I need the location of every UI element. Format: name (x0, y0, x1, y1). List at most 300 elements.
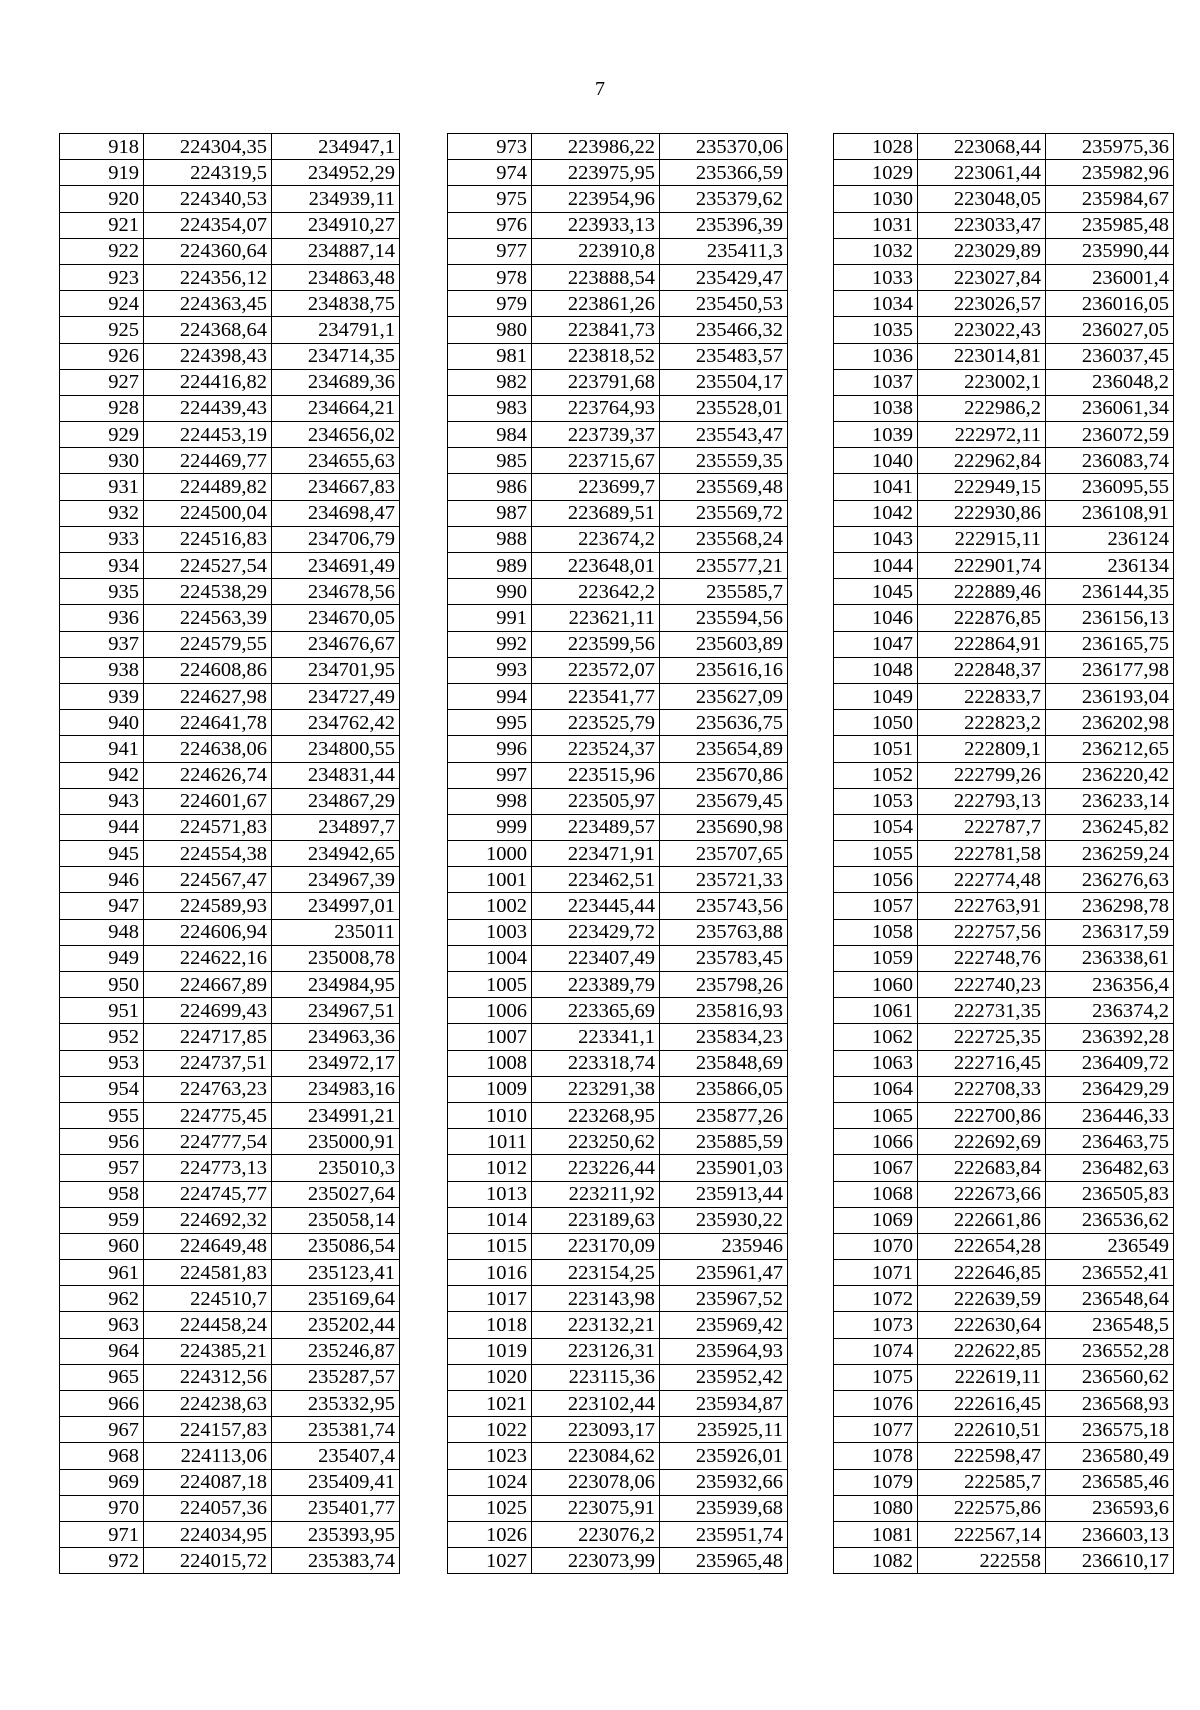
point-number-cell: 918 (60, 134, 144, 160)
point-number-cell: 969 (60, 1469, 144, 1495)
table-row (448, 1260, 788, 1286)
point-number-cell: 946 (60, 867, 144, 893)
table-row (60, 317, 400, 343)
x-coordinate-cell: 224579,55 (144, 631, 272, 657)
x-coordinate-cell: 223648,01 (532, 553, 660, 579)
table-row (448, 291, 788, 317)
y-coordinate-cell: 235393,95 (272, 1521, 400, 1547)
y-coordinate-cell: 234689,36 (272, 369, 400, 395)
y-coordinate-cell: 234706,79 (272, 526, 400, 552)
point-number-cell: 1037 (834, 369, 918, 395)
x-coordinate-cell: 223026,57 (918, 291, 1046, 317)
table-row (448, 1286, 788, 1312)
x-coordinate-cell: 224354,07 (144, 212, 272, 238)
point-number-cell: 934 (60, 553, 144, 579)
table-row (834, 579, 1174, 605)
x-coordinate-cell: 222639,59 (918, 1286, 1046, 1312)
x-coordinate-cell: 223764,93 (532, 395, 660, 421)
x-coordinate-cell: 223818,52 (532, 343, 660, 369)
x-coordinate-cell: 223075,91 (532, 1495, 660, 1521)
y-coordinate-cell: 234972,17 (272, 1050, 400, 1076)
point-number-cell: 1035 (834, 317, 918, 343)
y-coordinate-cell: 236061,34 (1046, 395, 1174, 421)
y-coordinate-cell: 234967,51 (272, 998, 400, 1024)
x-coordinate-cell: 223048,05 (918, 186, 1046, 212)
table-row (448, 1129, 788, 1155)
y-coordinate-cell: 235246,87 (272, 1338, 400, 1364)
point-number-cell: 1019 (448, 1338, 532, 1364)
x-coordinate-cell: 223429,72 (532, 919, 660, 945)
y-coordinate-cell: 235925,11 (660, 1417, 788, 1443)
y-coordinate-cell: 235616,16 (660, 657, 788, 683)
y-coordinate-cell: 234667,83 (272, 474, 400, 500)
table-row (834, 1076, 1174, 1102)
point-number-cell: 1006 (448, 998, 532, 1024)
table-row (60, 1181, 400, 1207)
y-coordinate-cell: 236552,28 (1046, 1338, 1174, 1364)
point-number-cell: 949 (60, 945, 144, 971)
x-coordinate-cell: 224649,48 (144, 1233, 272, 1259)
point-number-cell: 954 (60, 1076, 144, 1102)
y-coordinate-cell: 236259,24 (1046, 841, 1174, 867)
y-coordinate-cell: 235086,54 (272, 1233, 400, 1259)
point-number-cell: 1044 (834, 553, 918, 579)
x-coordinate-cell: 223791,68 (532, 369, 660, 395)
x-coordinate-cell: 224113,06 (144, 1443, 272, 1469)
point-number-cell: 1018 (448, 1312, 532, 1338)
page-number: 7 (595, 78, 605, 100)
table-row (448, 893, 788, 919)
point-number-cell: 971 (60, 1521, 144, 1547)
point-number-cell: 1015 (448, 1233, 532, 1259)
coordinate-table-2 (447, 133, 788, 1574)
table-row (60, 893, 400, 919)
table-row (834, 1260, 1174, 1286)
table-row (834, 1417, 1174, 1443)
point-number-cell: 955 (60, 1102, 144, 1128)
point-number-cell: 966 (60, 1391, 144, 1417)
x-coordinate-cell: 223022,43 (918, 317, 1046, 343)
x-coordinate-cell: 224057,36 (144, 1495, 272, 1521)
point-number-cell: 1056 (834, 867, 918, 893)
x-coordinate-cell: 222809,1 (918, 736, 1046, 762)
point-number-cell: 1067 (834, 1155, 918, 1181)
y-coordinate-cell: 234997,01 (272, 893, 400, 919)
table-row (60, 422, 400, 448)
y-coordinate-cell: 236095,55 (1046, 474, 1174, 500)
y-coordinate-cell: 235569,48 (660, 474, 788, 500)
point-number-cell: 1020 (448, 1364, 532, 1390)
table-row (60, 683, 400, 709)
y-coordinate-cell: 236124 (1046, 526, 1174, 552)
table-row (448, 134, 788, 160)
table-row (448, 1233, 788, 1259)
y-coordinate-cell: 235636,75 (660, 710, 788, 736)
y-coordinate-cell: 235885,59 (660, 1129, 788, 1155)
point-number-cell: 1030 (834, 186, 918, 212)
point-number-cell: 1063 (834, 1050, 918, 1076)
point-number-cell: 1042 (834, 500, 918, 526)
y-coordinate-cell: 234831,44 (272, 762, 400, 788)
point-number-cell: 923 (60, 264, 144, 290)
table-row (834, 1548, 1174, 1574)
x-coordinate-cell: 223365,69 (532, 998, 660, 1024)
y-coordinate-cell: 234727,49 (272, 683, 400, 709)
point-number-cell: 1069 (834, 1207, 918, 1233)
point-number-cell: 1082 (834, 1548, 918, 1574)
x-coordinate-cell: 224368,64 (144, 317, 272, 343)
table-row (448, 814, 788, 840)
y-coordinate-cell: 235798,26 (660, 972, 788, 998)
x-coordinate-cell: 222630,64 (918, 1312, 1046, 1338)
point-number-cell: 995 (448, 710, 532, 736)
point-number-cell: 1032 (834, 238, 918, 264)
x-coordinate-cell: 224034,95 (144, 1521, 272, 1547)
x-coordinate-cell: 223033,47 (918, 212, 1046, 238)
point-number-cell: 970 (60, 1495, 144, 1521)
point-number-cell: 986 (448, 474, 532, 500)
point-number-cell: 930 (60, 448, 144, 474)
x-coordinate-cell: 224015,72 (144, 1548, 272, 1574)
table-row (60, 841, 400, 867)
y-coordinate-cell: 235969,42 (660, 1312, 788, 1338)
y-coordinate-cell: 235504,17 (660, 369, 788, 395)
point-number-cell: 1027 (448, 1548, 532, 1574)
y-coordinate-cell: 236603,13 (1046, 1521, 1174, 1547)
point-number-cell: 1028 (834, 134, 918, 160)
table-row (60, 998, 400, 1024)
point-number-cell: 1023 (448, 1443, 532, 1469)
y-coordinate-cell: 236446,33 (1046, 1102, 1174, 1128)
y-coordinate-cell: 234967,39 (272, 867, 400, 893)
point-number-cell: 942 (60, 762, 144, 788)
table-row (448, 1469, 788, 1495)
point-number-cell: 1054 (834, 814, 918, 840)
point-number-cell: 1005 (448, 972, 532, 998)
table-row (834, 343, 1174, 369)
x-coordinate-cell: 222787,7 (918, 814, 1046, 840)
x-coordinate-cell: 223462,51 (532, 867, 660, 893)
table-row (448, 945, 788, 971)
point-number-cell: 948 (60, 919, 144, 945)
y-coordinate-cell: 234939,11 (272, 186, 400, 212)
y-coordinate-cell: 236549 (1046, 1233, 1174, 1259)
x-coordinate-cell: 223143,98 (532, 1286, 660, 1312)
table-row (448, 526, 788, 552)
point-number-cell: 1039 (834, 422, 918, 448)
table-row (448, 553, 788, 579)
table-row (60, 1364, 400, 1390)
table-row (60, 1076, 400, 1102)
table-row (448, 1417, 788, 1443)
x-coordinate-cell: 222731,35 (918, 998, 1046, 1024)
point-number-cell: 928 (60, 395, 144, 421)
x-coordinate-cell: 224699,43 (144, 998, 272, 1024)
y-coordinate-cell: 236317,59 (1046, 919, 1174, 945)
y-coordinate-cell: 235939,68 (660, 1495, 788, 1521)
point-number-cell: 1014 (448, 1207, 532, 1233)
x-coordinate-cell: 224638,06 (144, 736, 272, 762)
y-coordinate-cell: 235913,44 (660, 1181, 788, 1207)
table-row (60, 1417, 400, 1443)
point-number-cell: 938 (60, 657, 144, 683)
table-row (60, 160, 400, 186)
point-number-cell: 1068 (834, 1181, 918, 1207)
point-number-cell: 1055 (834, 841, 918, 867)
point-number-cell: 933 (60, 526, 144, 552)
table-row (834, 212, 1174, 238)
y-coordinate-cell: 235411,3 (660, 238, 788, 264)
table-row (448, 736, 788, 762)
x-coordinate-cell: 222757,56 (918, 919, 1046, 945)
y-coordinate-cell: 234762,42 (272, 710, 400, 736)
table-row (60, 1207, 400, 1233)
x-coordinate-cell: 223268,95 (532, 1102, 660, 1128)
x-coordinate-cell: 223541,77 (532, 683, 660, 709)
point-number-cell: 1031 (834, 212, 918, 238)
y-coordinate-cell: 235568,24 (660, 526, 788, 552)
y-coordinate-cell: 235721,33 (660, 867, 788, 893)
point-number-cell: 1050 (834, 710, 918, 736)
x-coordinate-cell: 222876,85 (918, 605, 1046, 631)
table-row (834, 631, 1174, 657)
y-coordinate-cell: 236016,05 (1046, 291, 1174, 317)
table-row (60, 369, 400, 395)
table-row (60, 945, 400, 971)
point-number-cell: 940 (60, 710, 144, 736)
y-coordinate-cell: 235381,74 (272, 1417, 400, 1443)
point-number-cell: 1070 (834, 1233, 918, 1259)
point-number-cell: 985 (448, 448, 532, 474)
table-row (60, 212, 400, 238)
x-coordinate-cell: 223076,2 (532, 1521, 660, 1547)
table-row (60, 1260, 400, 1286)
x-coordinate-cell: 223489,57 (532, 814, 660, 840)
table-row (834, 186, 1174, 212)
table-row (448, 788, 788, 814)
point-number-cell: 983 (448, 395, 532, 421)
x-coordinate-cell: 224500,04 (144, 500, 272, 526)
x-coordinate-cell: 224304,35 (144, 134, 272, 160)
x-coordinate-cell: 222793,13 (918, 788, 1046, 814)
x-coordinate-cell: 222864,91 (918, 631, 1046, 657)
x-coordinate-cell: 222930,86 (918, 500, 1046, 526)
point-number-cell: 922 (60, 238, 144, 264)
table-row (448, 422, 788, 448)
point-number-cell: 939 (60, 683, 144, 709)
y-coordinate-cell: 235901,03 (660, 1155, 788, 1181)
table-row (834, 1286, 1174, 1312)
point-number-cell: 999 (448, 814, 532, 840)
x-coordinate-cell: 222700,86 (918, 1102, 1046, 1128)
x-coordinate-cell: 224087,18 (144, 1469, 272, 1495)
x-coordinate-cell: 223515,96 (532, 762, 660, 788)
y-coordinate-cell: 235834,23 (660, 1024, 788, 1050)
x-coordinate-cell: 222616,45 (918, 1391, 1046, 1417)
x-coordinate-cell: 223572,07 (532, 657, 660, 683)
x-coordinate-cell: 224745,77 (144, 1181, 272, 1207)
x-coordinate-cell: 223599,56 (532, 631, 660, 657)
point-number-cell: 988 (448, 526, 532, 552)
x-coordinate-cell: 223068,44 (918, 134, 1046, 160)
y-coordinate-cell: 235370,06 (660, 134, 788, 160)
table-row (834, 788, 1174, 814)
point-number-cell: 1013 (448, 1181, 532, 1207)
y-coordinate-cell: 236593,6 (1046, 1495, 1174, 1521)
y-coordinate-cell: 235528,01 (660, 395, 788, 421)
point-number-cell: 1038 (834, 395, 918, 421)
point-number-cell: 1049 (834, 683, 918, 709)
x-coordinate-cell: 222622,85 (918, 1338, 1046, 1364)
y-coordinate-cell: 235401,77 (272, 1495, 400, 1521)
x-coordinate-cell: 222986,2 (918, 395, 1046, 421)
point-number-cell: 1064 (834, 1076, 918, 1102)
point-number-cell: 1012 (448, 1155, 532, 1181)
y-coordinate-cell: 235450,53 (660, 291, 788, 317)
y-coordinate-cell: 236560,62 (1046, 1364, 1174, 1390)
point-number-cell: 1057 (834, 893, 918, 919)
y-coordinate-cell: 235964,93 (660, 1338, 788, 1364)
y-coordinate-cell: 235585,7 (660, 579, 788, 605)
y-coordinate-cell: 234983,16 (272, 1076, 400, 1102)
table-row (834, 605, 1174, 631)
table-row (448, 448, 788, 474)
table-row (60, 1129, 400, 1155)
table-row (448, 1050, 788, 1076)
table-row (448, 369, 788, 395)
y-coordinate-cell: 235670,86 (660, 762, 788, 788)
x-coordinate-cell: 223471,91 (532, 841, 660, 867)
point-number-cell: 987 (448, 500, 532, 526)
point-number-cell: 1025 (448, 1495, 532, 1521)
y-coordinate-cell: 235877,26 (660, 1102, 788, 1128)
x-coordinate-cell: 224622,16 (144, 945, 272, 971)
point-number-cell: 1058 (834, 919, 918, 945)
x-coordinate-cell: 224567,47 (144, 867, 272, 893)
x-coordinate-cell: 223073,99 (532, 1548, 660, 1574)
x-coordinate-cell: 223689,51 (532, 500, 660, 526)
y-coordinate-cell: 235982,96 (1046, 160, 1174, 186)
y-coordinate-cell: 236585,46 (1046, 1469, 1174, 1495)
point-number-cell: 951 (60, 998, 144, 1024)
x-coordinate-cell: 222558 (918, 1548, 1046, 1574)
point-number-cell: 929 (60, 422, 144, 448)
x-coordinate-cell: 223115,36 (532, 1364, 660, 1390)
y-coordinate-cell: 234714,35 (272, 343, 400, 369)
y-coordinate-cell: 234691,49 (272, 553, 400, 579)
y-coordinate-cell: 235934,87 (660, 1391, 788, 1417)
x-coordinate-cell: 224563,39 (144, 605, 272, 631)
y-coordinate-cell: 235930,22 (660, 1207, 788, 1233)
point-number-cell: 984 (448, 422, 532, 448)
y-coordinate-cell: 236548,64 (1046, 1286, 1174, 1312)
x-coordinate-cell: 224538,29 (144, 579, 272, 605)
y-coordinate-cell: 235783,45 (660, 945, 788, 971)
x-coordinate-cell: 224589,93 (144, 893, 272, 919)
table-row (448, 264, 788, 290)
x-coordinate-cell: 222673,66 (918, 1181, 1046, 1207)
y-coordinate-cell: 234963,36 (272, 1024, 400, 1050)
point-number-cell: 941 (60, 736, 144, 762)
x-coordinate-cell: 224737,51 (144, 1050, 272, 1076)
table-row (60, 553, 400, 579)
y-coordinate-cell: 235952,42 (660, 1364, 788, 1390)
y-coordinate-cell: 235559,35 (660, 448, 788, 474)
point-number-cell: 1053 (834, 788, 918, 814)
table-row (834, 1469, 1174, 1495)
y-coordinate-cell: 235866,05 (660, 1076, 788, 1102)
y-coordinate-cell: 235010,3 (272, 1155, 400, 1181)
y-coordinate-cell: 235027,64 (272, 1181, 400, 1207)
table-row (448, 1181, 788, 1207)
table-row (834, 841, 1174, 867)
x-coordinate-cell: 222692,69 (918, 1129, 1046, 1155)
table-row (60, 762, 400, 788)
point-number-cell: 1008 (448, 1050, 532, 1076)
x-coordinate-cell: 222962,84 (918, 448, 1046, 474)
table-row (834, 1338, 1174, 1364)
y-coordinate-cell: 235483,57 (660, 343, 788, 369)
point-number-cell: 960 (60, 1233, 144, 1259)
y-coordinate-cell: 235990,44 (1046, 238, 1174, 264)
y-coordinate-cell: 234942,65 (272, 841, 400, 867)
x-coordinate-cell: 222661,86 (918, 1207, 1046, 1233)
table-row (834, 317, 1174, 343)
point-number-cell: 1026 (448, 1521, 532, 1547)
x-coordinate-cell: 222972,11 (918, 422, 1046, 448)
x-coordinate-cell: 223318,74 (532, 1050, 660, 1076)
point-number-cell: 1002 (448, 893, 532, 919)
x-coordinate-cell: 222654,28 (918, 1233, 1046, 1259)
y-coordinate-cell: 236575,18 (1046, 1417, 1174, 1443)
y-coordinate-cell: 235946 (660, 1233, 788, 1259)
x-coordinate-cell: 224363,45 (144, 291, 272, 317)
table-row (60, 788, 400, 814)
table-row (834, 526, 1174, 552)
point-number-cell: 953 (60, 1050, 144, 1076)
x-coordinate-cell: 222949,15 (918, 474, 1046, 500)
table-row (448, 657, 788, 683)
table-row (448, 238, 788, 264)
table-row (834, 553, 1174, 579)
point-number-cell: 924 (60, 291, 144, 317)
table-row (60, 1050, 400, 1076)
point-number-cell: 1048 (834, 657, 918, 683)
table-row (834, 919, 1174, 945)
y-coordinate-cell: 235654,89 (660, 736, 788, 762)
y-coordinate-cell: 236177,98 (1046, 657, 1174, 683)
y-coordinate-cell: 236220,42 (1046, 762, 1174, 788)
point-number-cell: 1072 (834, 1286, 918, 1312)
x-coordinate-cell: 224763,23 (144, 1076, 272, 1102)
y-coordinate-cell: 236610,17 (1046, 1548, 1174, 1574)
y-coordinate-cell: 235008,78 (272, 945, 400, 971)
table-row (448, 579, 788, 605)
point-number-cell: 1003 (448, 919, 532, 945)
point-number-cell: 1010 (448, 1102, 532, 1128)
x-coordinate-cell: 222598,47 (918, 1443, 1046, 1469)
x-coordinate-cell: 223341,1 (532, 1024, 660, 1050)
x-coordinate-cell: 223888,54 (532, 264, 660, 290)
table-row (60, 1155, 400, 1181)
y-coordinate-cell: 235679,45 (660, 788, 788, 814)
x-coordinate-cell: 223445,44 (532, 893, 660, 919)
table-row (834, 1207, 1174, 1233)
x-coordinate-cell: 222889,46 (918, 579, 1046, 605)
table-row (834, 291, 1174, 317)
point-number-cell: 1007 (448, 1024, 532, 1050)
table-row (834, 1155, 1174, 1181)
